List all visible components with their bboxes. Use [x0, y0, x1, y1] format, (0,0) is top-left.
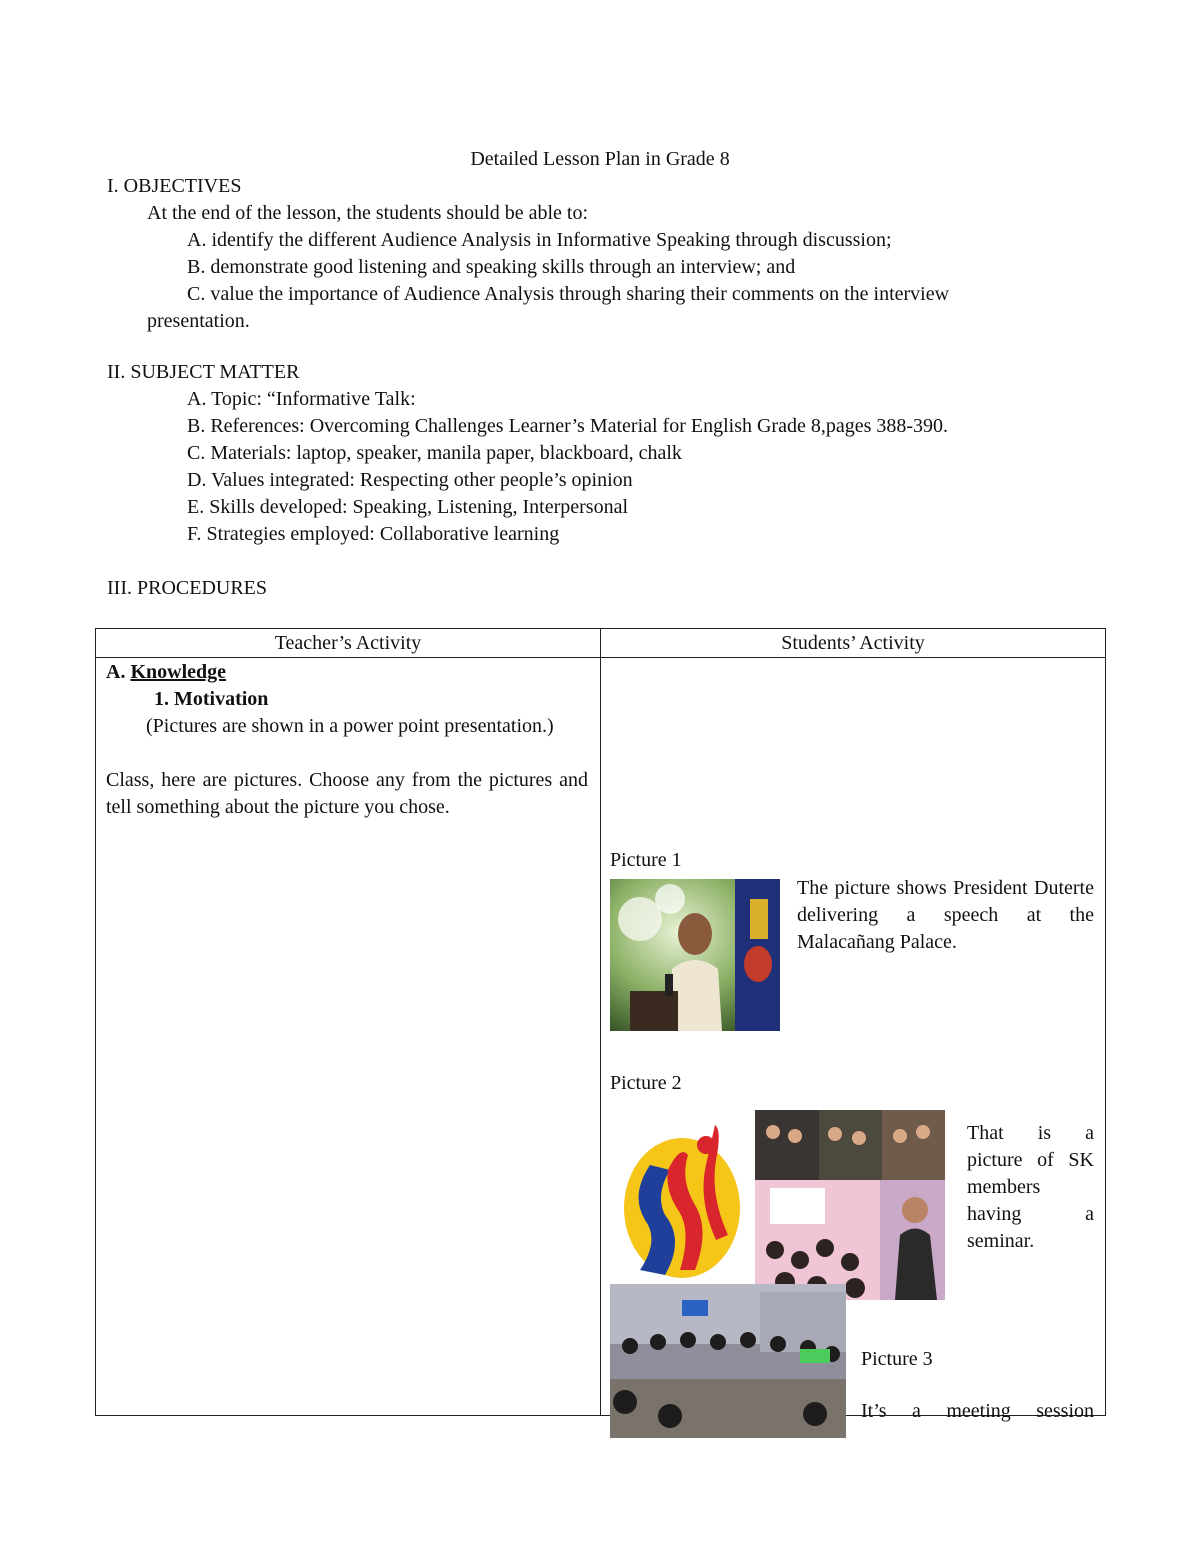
students-activity-header: Students’ Activity: [601, 629, 1106, 658]
picture2-description: That is a picture of SK members having a seminar.: [967, 1122, 1094, 1252]
teacher-activity-header: Teacher’s Activity: [96, 629, 601, 658]
section-knowledge: [106, 660, 226, 684]
subject-matter-heading: II. SUBJECT MATTER: [107, 361, 300, 383]
picture2-label: Picture 2: [610, 1072, 682, 1094]
subject-item-skills: E. Skills developed: Speaking, Listening, Interpersonal: [187, 496, 629, 518]
document-title: Detailed Lesson Plan in Grade 8: [470, 148, 730, 170]
teacher-instruction-pictures: (Pictures are shown in a power point presentation.): [146, 715, 554, 737]
subject-item-materials: C. Materials: laptop, speaker, manila paper, blackboard, chalk: [187, 442, 682, 464]
picture1-description: The picture shows President Duterte delivering a speech at the Malacañang Palace.: [797, 877, 1094, 953]
students-activity-cell: [601, 658, 1106, 1422]
teacher-instruction-choose: Class, here are pictures. Choose any from the pictures and tell something about the picture you chose.: [106, 769, 588, 818]
subject-item-values: D. Values integrated: Respecting other people’s opinion: [187, 469, 633, 491]
section-title: Knowledge: [130, 661, 227, 683]
section-letter: A.: [106, 661, 131, 683]
picture3-label: Picture 3: [861, 1348, 933, 1370]
procedures-table: [95, 628, 1106, 1422]
subject-item-references: B. References: Overcoming Challenges Learner’s Material for English Grade 8,pages 388-390.: [187, 415, 949, 437]
picture3-description: It’s a meeting session: [861, 1400, 1094, 1422]
objective-item-c-continued: presentation.: [147, 310, 250, 332]
objective-item-a: A. identify the different Audience Analysis in Informative Speaking through discussion;: [187, 229, 892, 251]
objective-item-c: C. value the importance of Audience Analysis through sharing their comments on the interview: [187, 283, 950, 305]
teacher-activity-cell: [96, 658, 601, 1416]
picture3-meeting-session-image: [610, 1284, 846, 1438]
objective-item-b: B. demonstrate good listening and speaking skills through an interview; and: [187, 256, 796, 278]
motivation-heading: 1. Motivation: [154, 688, 269, 710]
sk-seminar-collage-image: [755, 1110, 945, 1300]
subject-item-strategies: F. Strategies employed: Collaborative learning: [187, 523, 560, 545]
objectives-intro: At the end of the lesson, the students should be able to:: [147, 202, 589, 224]
picture1-label: Picture 1: [610, 849, 682, 871]
picture1-duterte-speech-image: [610, 879, 780, 1031]
procedures-heading: III. PROCEDURES: [107, 577, 268, 599]
subject-item-topic: A. Topic: “Informative Talk:: [187, 388, 416, 410]
sk-logo-image: [610, 1110, 750, 1285]
objectives-heading: I. OBJECTIVES: [107, 175, 242, 197]
